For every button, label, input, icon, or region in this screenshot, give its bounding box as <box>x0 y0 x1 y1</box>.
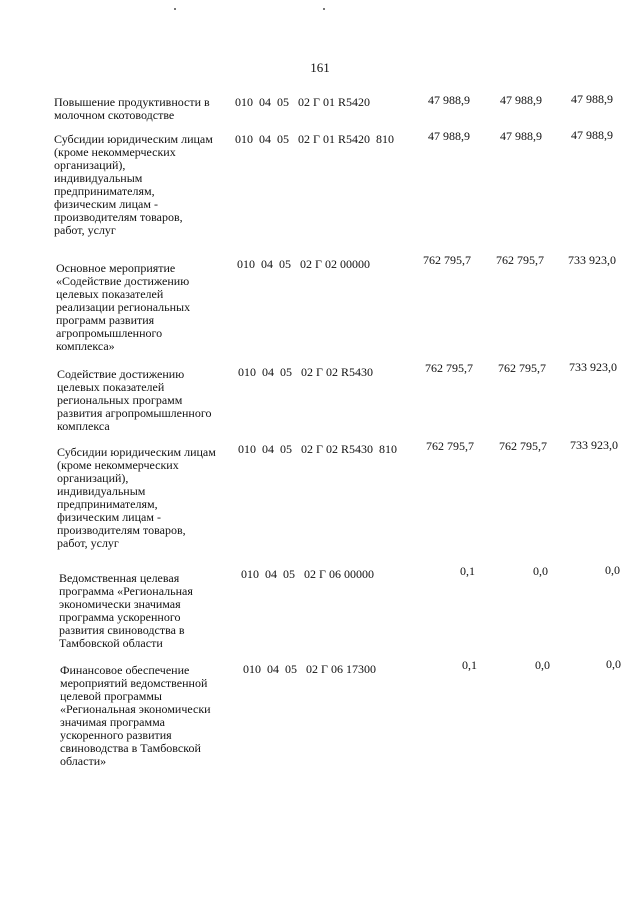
row-description: Повышение продуктивности в молочном скотоводстве <box>54 95 210 122</box>
value-col-2: 762 795,7 <box>499 439 547 453</box>
row-description: Субсидии юридическим лицам (кроме некоммерческих организаций), индивидуальным предпринимателям, физическим лицам - производителям товаров, работ, услуг <box>57 445 216 550</box>
value-col-2: 0,0 <box>533 564 548 578</box>
value-col-1: 762 795,7 <box>423 253 471 267</box>
row-description: Финансовое обеспечение мероприятий ведомственной целевой программы «Региональная экономически значимая программа ускоренного развития свиноводства в Тамбовской области» <box>60 663 211 768</box>
value-col-3: 733 923,0 <box>570 438 618 452</box>
value-col-2: 47 988,9 <box>500 93 542 107</box>
value-col-1: 47 988,9 <box>428 93 470 107</box>
value-col-1: 47 988,9 <box>428 129 470 143</box>
value-col-2: 762 795,7 <box>496 253 544 267</box>
scan-speck <box>174 8 176 10</box>
scan-speck <box>323 8 325 10</box>
row-description: Основное мероприятие «Содействие достижению целевых показателей реализации региональных программ развития агропромышленного комплекса» <box>56 261 191 353</box>
value-col-1: 0,1 <box>462 658 477 672</box>
budget-code: 010 04 05 02 Г 06 17300 <box>243 662 376 676</box>
value-col-2: 47 988,9 <box>500 129 542 143</box>
row-description: Ведомственная целевая программа «Региональная экономически значимая программа ускоренного развития свиноводства в Тамбовской области <box>59 571 193 650</box>
budget-code: 010 04 05 02 Г 02 R5430 810 <box>238 442 397 456</box>
budget-code: 010 04 05 02 Г 01 R5420 810 <box>235 132 394 146</box>
value-col-1: 0,1 <box>460 564 475 578</box>
value-col-3: 0,0 <box>606 657 621 671</box>
value-col-1: 762 795,7 <box>426 439 474 453</box>
value-col-2: 0,0 <box>535 658 550 672</box>
budget-code: 010 04 05 02 Г 02 00000 <box>237 257 370 271</box>
value-col-3: 733 923,0 <box>568 253 616 267</box>
value-col-3: 733 923,0 <box>569 360 617 374</box>
budget-code: 010 04 05 02 Г 06 00000 <box>241 567 374 581</box>
value-col-2: 762 795,7 <box>498 361 546 375</box>
budget-code: 010 04 05 02 Г 02 R5430 <box>238 365 373 379</box>
row-description: Содействие достижению целевых показателей региональных программ развития агропромышленного комплекса <box>57 367 212 433</box>
row-description: Субсидии юридическим лицам (кроме некоммерческих организаций), индивидуальным предпринимателям, физическим лицам - производителям товаров, работ, услуг <box>54 132 213 237</box>
value-col-1: 762 795,7 <box>425 361 473 375</box>
value-col-3: 47 988,9 <box>571 92 613 106</box>
page-number: 161 <box>310 60 330 75</box>
value-col-3: 0,0 <box>605 563 620 577</box>
value-col-3: 47 988,9 <box>571 128 613 142</box>
budget-code: 010 04 05 02 Г 01 R5420 <box>235 95 370 109</box>
